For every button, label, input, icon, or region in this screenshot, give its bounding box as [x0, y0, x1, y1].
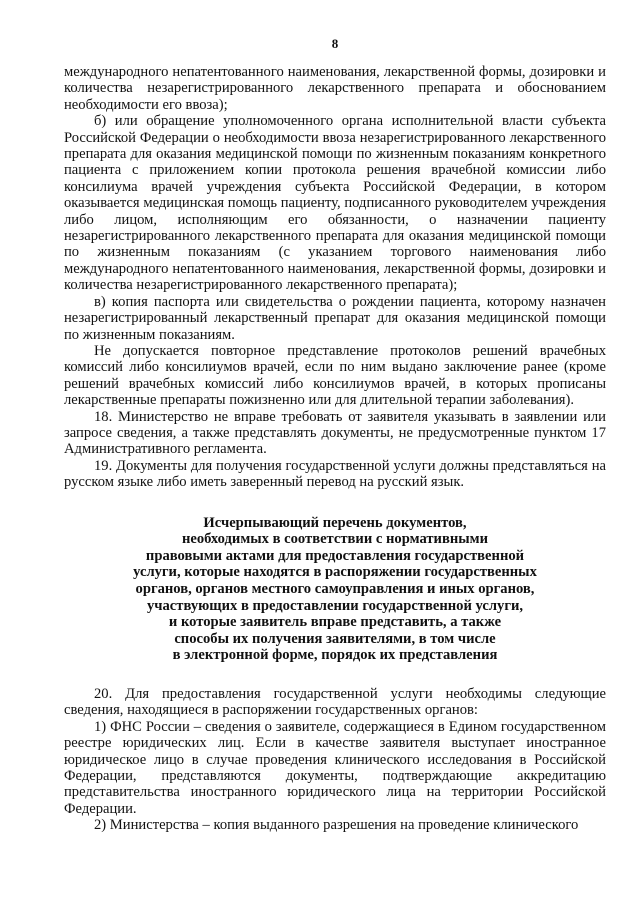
paragraph-20: 20. Для предоставления государственной услуги необходимы следующие сведения, находящиеся в распоряжении государственных органов:	[64, 685, 606, 719]
paragraph-continuation: международного непатентованного наименования, лекарственной формы, дозировки и количества незарегистрированного лекарственного препарата и обоснованием необходимости его ввоза);	[64, 64, 606, 113]
paragraph-item-b: б) или обращение уполномоченного органа исполнительной власти субъекта Российской Федерации о необходимости ввоза незарегистрированного лекарственного препарата для оказания медицинской помощи по жизненным показаниям конкретного пациента с приложением копии протокола решения врачебной комиссии либо консилиума врачей учреждения субъекта Российской Федерации, в котором оказывается медицинская помощь пациенту, подписанного руководителем учреждения либо лицом, исполняющим его обязанности, о назначении пациенту незарегистрированного лекарственного препарата для оказания медицинской помощи по жизненным показаниям (с указанием торгового наименования либо международного непатентованного наименования, лекарственной формы, дозировки и количества незарегистрированного лекарственного препарата);	[64, 113, 606, 294]
paragraph-repeat-restriction: Не допускается повторное представление протоколов решений врачебных комиссий либо консилиумов врачей, если по ним выдано заключение ранее (кроме решений врачебных комиссий либо консилиумов врачей, в которых прописаны лекарственные препараты пожизненно или для длительной терапии заболевания).	[64, 342, 606, 409]
paragraph-19: 19. Документы для получения государственной услуги должны представляться на русском языке либо иметь заверенный перевод на русский язык.	[64, 457, 606, 491]
paragraph-20-item-1: 1) ФНС России – сведения о заявителе, содержащиеся в Едином государственном реестре юридических лиц. Если в качестве заявителя выступает иностранное юридическое лицо в случае проведения клинического исследования в Российской Федерации, представляются документы, подтверждающие аккредитацию представительства иностранного юридического лица на территории Российской Федерации.	[64, 718, 606, 817]
heading-line: Исчерпывающий перечень документов,	[203, 514, 467, 531]
section-heading	[64, 515, 606, 664]
heading-line: и которые заявитель вправе представить, а также	[168, 614, 502, 631]
heading-line: в электронной форме, порядок их представления	[172, 647, 498, 664]
heading-line: участвующих в предоставлении государственной услуги,	[146, 597, 524, 614]
heading-line: способы их получения заявителями, в том числе	[174, 630, 496, 647]
heading-line: органов, органов местного самоуправления и иных органов,	[135, 580, 535, 597]
heading-line: необходимых в соответствии с нормативными	[182, 531, 488, 548]
paragraph-item-v: в) копия паспорта или свидетельства о рождении пациента, которому назначен незарегистрированный лекарственный препарат для оказания медицинской помощи по жизненным показаниям.	[64, 293, 606, 343]
paragraph-18: 18. Министерство не вправе требовать от заявителя указывать в заявлении или запросе сведения, а также представлять документы, не предусмотренные пунктом 17 Административного регламента.	[64, 408, 606, 458]
paragraph-20-item-2: 2) Министерства – копия выданного разрешения на проведение клинического	[94, 817, 579, 834]
page-number: 8	[331, 36, 339, 51]
heading-line: услуги, которые находятся в распоряжении государственных	[133, 564, 537, 581]
body-bottom	[64, 686, 606, 834]
body-top	[64, 64, 606, 491]
heading-line: правовыми актами для предоставления государственной	[145, 547, 525, 564]
